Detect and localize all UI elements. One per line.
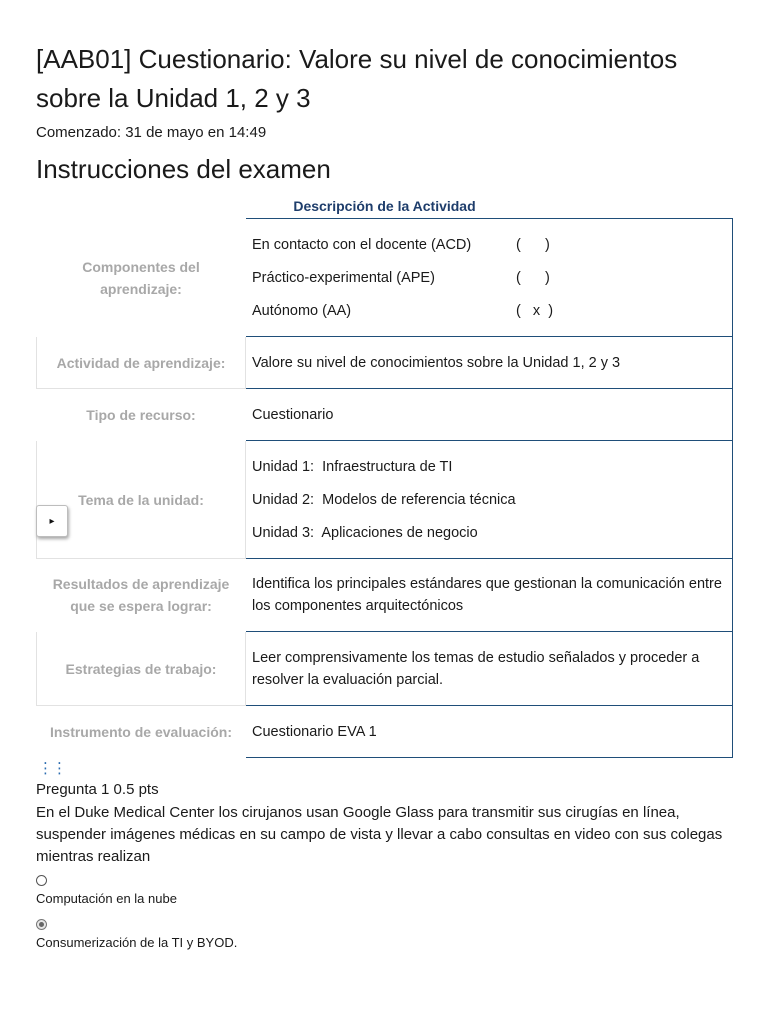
component-mark: ( ) xyxy=(516,236,550,253)
row-label: Estrategias de trabajo: xyxy=(37,632,246,706)
started-timestamp: Comenzado: 31 de mayo en 14:49 xyxy=(36,124,267,141)
component-line xyxy=(252,261,726,294)
component-line xyxy=(252,294,726,327)
unit-line: Unidad 2: Modelos de referencia técnica xyxy=(252,491,516,508)
answer-label[interactable]: Consumerización de la TI y BYOD. xyxy=(36,935,238,950)
answer-label[interactable]: Computación en la nube xyxy=(36,891,177,906)
play-button[interactable] xyxy=(36,505,68,537)
row-label: Tipo de recurso: xyxy=(86,406,196,423)
table-caption: Descripción de la Actividad xyxy=(293,198,476,214)
radio-button-checked[interactable] xyxy=(36,919,47,930)
component-name: En contacto con el docente (ACD) xyxy=(252,236,472,253)
instructions-heading: Instrucciones del examen xyxy=(36,154,331,184)
component-mark: ( ) xyxy=(516,269,550,286)
activity-description-table xyxy=(36,218,733,758)
play-icon: ▸ xyxy=(49,515,55,527)
component-name: Autónomo (AA) xyxy=(252,302,352,319)
unit-line: Unidad 3: Aplicaciones de negocio xyxy=(252,524,478,541)
component-line xyxy=(252,228,726,261)
table-row-instrumento xyxy=(37,706,733,758)
row-label: Instrumento de evaluación: xyxy=(49,723,233,740)
table-row-tema xyxy=(37,441,733,559)
row-value: Cuestionario EVA 1 xyxy=(246,706,733,758)
row-value: Cuestionario xyxy=(246,389,733,441)
row-value: Leer comprensivamente los temas de estudio señalados y proceder a resolver la evaluación parcial. xyxy=(246,632,733,706)
answer-option[interactable] xyxy=(36,875,177,908)
row-value: Identifica los principales estándares que gestionan la comunicación entre los componentes arquitectónicos xyxy=(246,559,733,632)
unit-line: Unidad 1: Infraestructura de TI xyxy=(252,458,453,475)
answer-option-selected[interactable] xyxy=(36,919,237,952)
table-row-tipo xyxy=(37,389,733,441)
row-label: Tema de la unidad: xyxy=(37,441,246,559)
table-row-estrategias xyxy=(37,632,733,706)
question-header: Pregunta 1 0.5 pts xyxy=(36,781,159,798)
table-row-resultados xyxy=(37,559,733,632)
radio-button[interactable] xyxy=(36,875,47,886)
quiz-title: [AAB01] Cuestionario: Valore su nivel de conocimientos sobre la Unidad 1, 2 y 3 xyxy=(36,44,678,113)
row-value xyxy=(246,219,733,337)
row-label: Resultados de aprendizaje que se espera lograr: xyxy=(52,576,230,614)
row-value: Valore su nivel de conocimientos sobre la Unidad 1, 2 y 3 xyxy=(246,337,733,389)
table-row-actividad xyxy=(37,337,733,389)
component-name: Práctico-experimental (APE) xyxy=(252,269,435,286)
table-row-componentes xyxy=(37,219,733,337)
row-label: Componentes del aprendizaje: xyxy=(82,258,200,297)
row-label: Actividad de aprendizaje: xyxy=(37,337,246,389)
drag-handle-icon[interactable]: ⋮⋮ xyxy=(38,760,66,777)
component-mark: ( x ) xyxy=(516,302,554,319)
row-value xyxy=(246,441,733,559)
question-text: En el Duke Medical Center los cirujanos usan Google Glass para transmitir sus cirugías en línea, suspender imágenes médicas en su campo de vista y llevar a cabo consultas en video con sus colegas mientras realizan xyxy=(36,804,723,865)
